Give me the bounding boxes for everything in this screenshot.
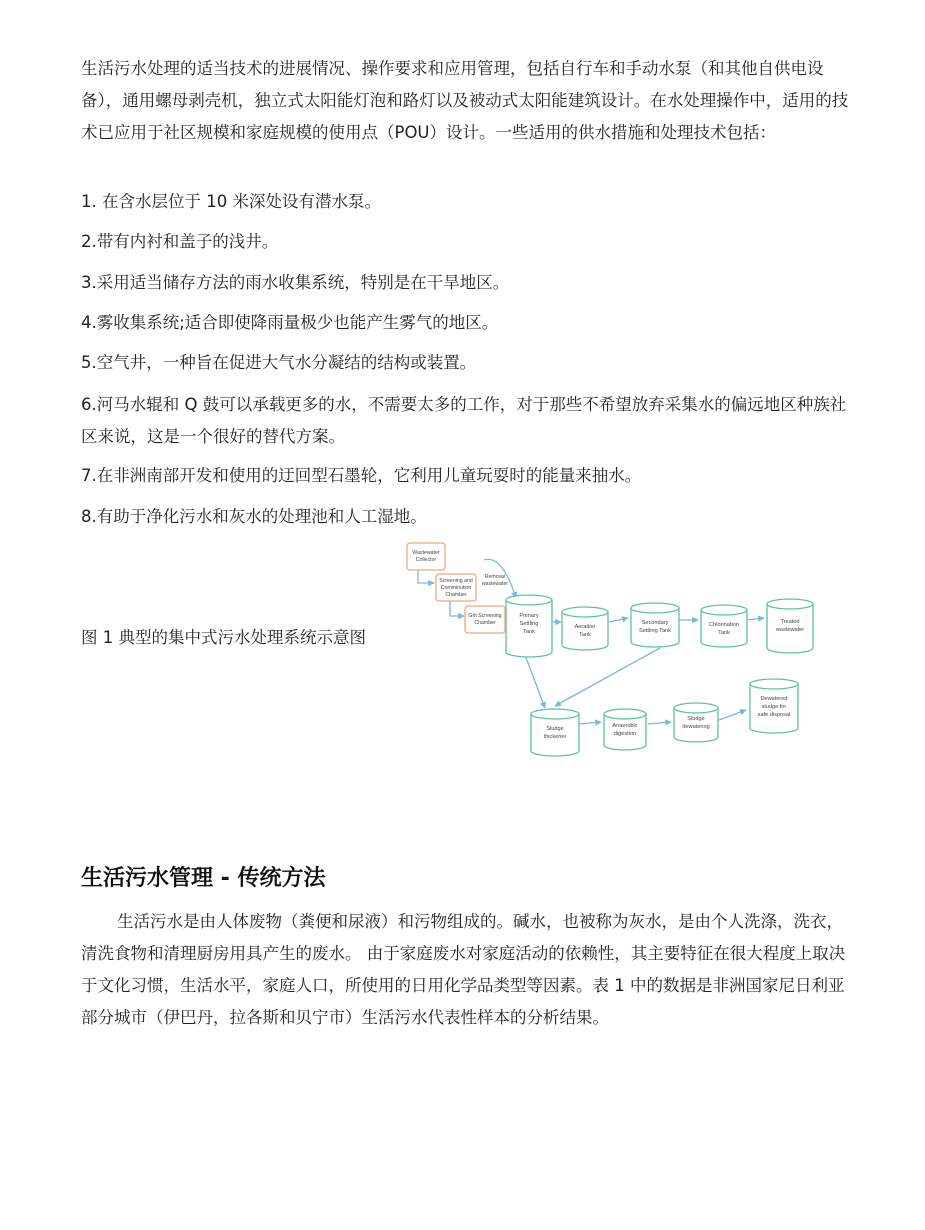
wastewater-treatment-diagram <box>398 538 818 764</box>
anaerobic-digestion-tank <box>604 709 646 750</box>
list-item-7: 7.在非洲南部开发和使用的迂回型石墨轮，它利用儿童玩耍时的能量来抽水。 <box>81 466 642 485</box>
anaerobic-label-2: digestion <box>613 731 637 737</box>
treated-label-1: Treated <box>780 619 800 625</box>
chlorination-label-2: Tank <box>718 630 730 636</box>
list-item-6: 6.河马水辊和 Q 鼓可以承载更多的水，不需要太多的工作，对于那些不希望放弃采集水的偏远地区种族社区来说，这是一个很好的替代方案。 <box>81 395 847 446</box>
arrow-secondary-to-thickener <box>555 648 660 706</box>
primary-label-3: Tank <box>523 629 535 635</box>
thickener-label-1: Sludge <box>546 726 564 732</box>
section-heading: 生活污水管理 - 传统方法 <box>81 866 326 891</box>
dewatered-label-2: sludge for <box>761 704 787 710</box>
figure-caption: 图 1 典型的集中式污水处理系统示意图 <box>81 628 366 647</box>
arrow-collector-to-screening <box>418 569 434 583</box>
collector-label-2: Collector <box>415 557 437 563</box>
removal-label-1: Removal <box>484 574 506 580</box>
aeration-label-2: Tank <box>579 632 591 638</box>
arrow-aeration-to-secondary <box>609 618 628 622</box>
collector-label-1: Wastewater <box>412 550 440 556</box>
list-item-8: 8.有助于净化污水和灰水的处理池和人工湿地。 <box>81 507 427 526</box>
treated-label-2: wastewater <box>775 627 805 633</box>
thickener-label-2: thickener <box>543 734 567 740</box>
anaerobic-label-1: Anaerobic <box>612 723 638 729</box>
dewatering-label-2: dewatering <box>682 724 710 730</box>
removal-label-2: wastewater <box>481 581 509 587</box>
list-item-1: 1. 在含水层位于 10 米深处设有潜水泵。 <box>81 192 381 211</box>
list-item-4: 4.雾收集系统;适合即使降雨量极少也能产生雾气的地区。 <box>81 313 499 332</box>
arrow-chlorination-to-treated <box>747 618 764 620</box>
dewatered-label-3: safe disposal <box>757 712 791 718</box>
sludge-dewatering-tank <box>674 703 718 742</box>
list-item-3: 3.采用适当储存方法的雨水收集系统，特别是在干旱地区。 <box>81 273 510 292</box>
grit-label-2: Chamber <box>474 620 496 626</box>
primary-label-1: Primary <box>519 613 539 619</box>
dewatered-label-1: Dewatered <box>760 696 788 702</box>
primary-label-2: Settling <box>519 621 539 627</box>
secondary-label-1: Secondary <box>641 620 669 626</box>
arrow-screening-to-grit <box>450 600 464 616</box>
screening-label-3: Chamber <box>445 592 467 598</box>
screening-label-2: Comminution <box>440 585 472 591</box>
arrow-thickener-to-digestion <box>579 722 601 724</box>
intro-paragraph: 生活污水处理的适当技术的进展情况、操作要求和应用管理，包括自行车和手动水泵（和其他自供电设备），通用螺母剥壳机，独立式太阳能灯泡和路灯以及被动式太阳能建筑设计。在水处理操作中，适用的技术已应用于社区规模和家庭规模的使用点（POU）设计。一些适用的供水措施和处理技术包括： <box>81 59 849 142</box>
treated-wastewater-tank <box>767 599 813 653</box>
list-item-2: 2.带有内衬和盖子的浅井。 <box>81 232 279 251</box>
screening-label-1: Screening and <box>439 578 473 584</box>
arrow-digestion-to-dewatering <box>648 722 671 724</box>
chlorination-label-1: Chlorination <box>709 622 739 628</box>
sludge-thickener-tank <box>531 709 579 756</box>
arrow-primary-to-thickener <box>525 655 545 708</box>
list-item-5: 5.空气井，一种旨在促进大气水分凝结的结构或装置。 <box>81 353 477 372</box>
section-body-paragraph: 生活污水是由人体废物（粪便和尿液）和污物组成的。碱水，也被称为灰水，是由个人洗涤，洗衣，清洗食物和清理厨房用具产生的废水。 由于家庭废水对家庭活动的依赖性，其主要特征在很大程度上取决于文化习惯，生活水平，家庭人口，所使用的日用化学品类型等因素。表 1 中的数据是非洲国家尼日利亚部分城市（伊巴丹，拉各斯和贝宁市）生活污水代表性样本的分析结果。 <box>81 912 846 1027</box>
arrow-dewatering-to-disposal <box>719 710 746 720</box>
grit-label-1: Grit Screening <box>468 613 502 619</box>
secondary-label-2: Settling Tank <box>639 628 671 634</box>
dewatering-label-1: Sludge <box>687 716 705 722</box>
aeration-label-1: Aeration <box>574 624 596 630</box>
